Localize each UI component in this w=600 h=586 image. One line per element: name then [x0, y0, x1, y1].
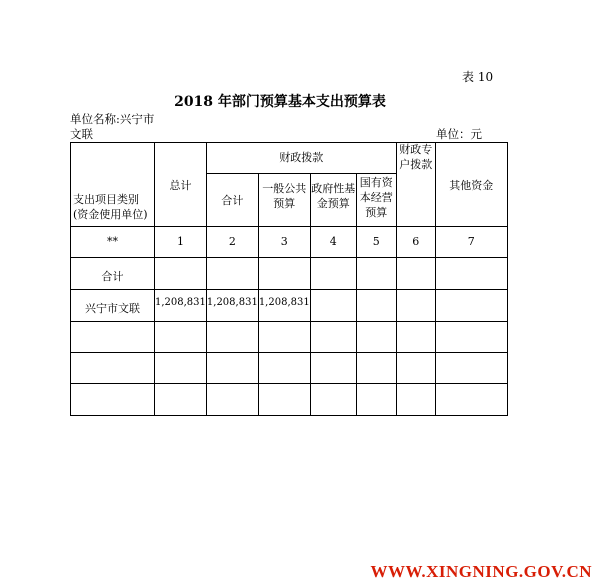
- cell-other-funds: [435, 258, 507, 290]
- header-general-public-budget: 一般公共预算: [258, 174, 310, 227]
- header-state-capital-budget: 国有资本经营预算: [356, 174, 396, 227]
- header-total: 总计: [155, 143, 207, 227]
- index-cell: 2: [206, 227, 258, 258]
- unit-name-label: 单位名称:兴宁市: [70, 112, 155, 126]
- cell-other-funds: [435, 384, 507, 416]
- index-row: [71, 227, 508, 258]
- cell-general-public: [258, 258, 310, 290]
- table-row: [71, 258, 508, 290]
- header-other-funds: 其他资金: [435, 143, 507, 227]
- cell-total: [155, 353, 207, 384]
- index-cell: 6: [396, 227, 435, 258]
- header-subtotal: 合计: [206, 174, 258, 227]
- header-fiscal-appropriation: 财政拨款: [206, 143, 396, 174]
- header-category: 支出项目类别(资金使用单位): [71, 143, 155, 227]
- cell-subtotal: [206, 322, 258, 353]
- currency-unit-label: 单位：元: [436, 127, 482, 141]
- row-label: [71, 353, 155, 384]
- cell-government-fund: [310, 353, 356, 384]
- table-row: [71, 384, 508, 416]
- cell-government-fund: [310, 258, 356, 290]
- index-cell: 4: [310, 227, 356, 258]
- cell-general-public: [258, 322, 310, 353]
- unit-name-continued: 文联: [70, 127, 93, 141]
- cell-other-funds: [435, 353, 507, 384]
- cell-general-public: [258, 353, 310, 384]
- index-cell: **: [71, 227, 155, 258]
- table-row: [71, 290, 508, 322]
- page-title: 2018 年部门预算基本支出预算表: [174, 94, 386, 110]
- cell-total: [155, 322, 207, 353]
- cell-special-account: [396, 384, 435, 416]
- cell-state-capital: [356, 290, 396, 322]
- cell-state-capital: [356, 384, 396, 416]
- table-number: 表 10: [462, 70, 494, 84]
- table-row: [71, 322, 508, 353]
- cell-government-fund: [310, 290, 356, 322]
- row-label: [71, 322, 155, 353]
- cell-total: 1,208,831: [155, 290, 207, 322]
- table-row: [71, 353, 508, 384]
- header-government-fund-budget: 政府性基金预算: [310, 174, 356, 227]
- index-cell: 5: [356, 227, 396, 258]
- cell-general-public: [258, 384, 310, 416]
- cell-general-public: 1,208,831: [258, 290, 310, 322]
- cell-special-account: [396, 353, 435, 384]
- row-label: [71, 384, 155, 416]
- row-label: 合计: [71, 258, 155, 290]
- header-fiscal-special-account: 财政专户拨款: [396, 143, 435, 227]
- cell-subtotal: 1,208,831: [206, 290, 258, 322]
- cell-state-capital: [356, 353, 396, 384]
- cell-subtotal: [206, 384, 258, 416]
- row-label: 兴宁市文联: [71, 290, 155, 322]
- index-cell: 3: [258, 227, 310, 258]
- budget-table: [70, 142, 508, 416]
- cell-subtotal: [206, 353, 258, 384]
- cell-state-capital: [356, 258, 396, 290]
- cell-special-account: [396, 322, 435, 353]
- cell-special-account: [396, 258, 435, 290]
- cell-total: [155, 258, 207, 290]
- cell-other-funds: [435, 290, 507, 322]
- cell-state-capital: [356, 322, 396, 353]
- cell-subtotal: [206, 258, 258, 290]
- index-cell: 7: [435, 227, 507, 258]
- index-cell: 1: [155, 227, 207, 258]
- site-watermark: WWW.XINGNING.GOV.CN: [370, 562, 592, 581]
- cell-other-funds: [435, 322, 507, 353]
- cell-total: [155, 384, 207, 416]
- cell-special-account: [396, 290, 435, 322]
- cell-government-fund: [310, 384, 356, 416]
- cell-government-fund: [310, 322, 356, 353]
